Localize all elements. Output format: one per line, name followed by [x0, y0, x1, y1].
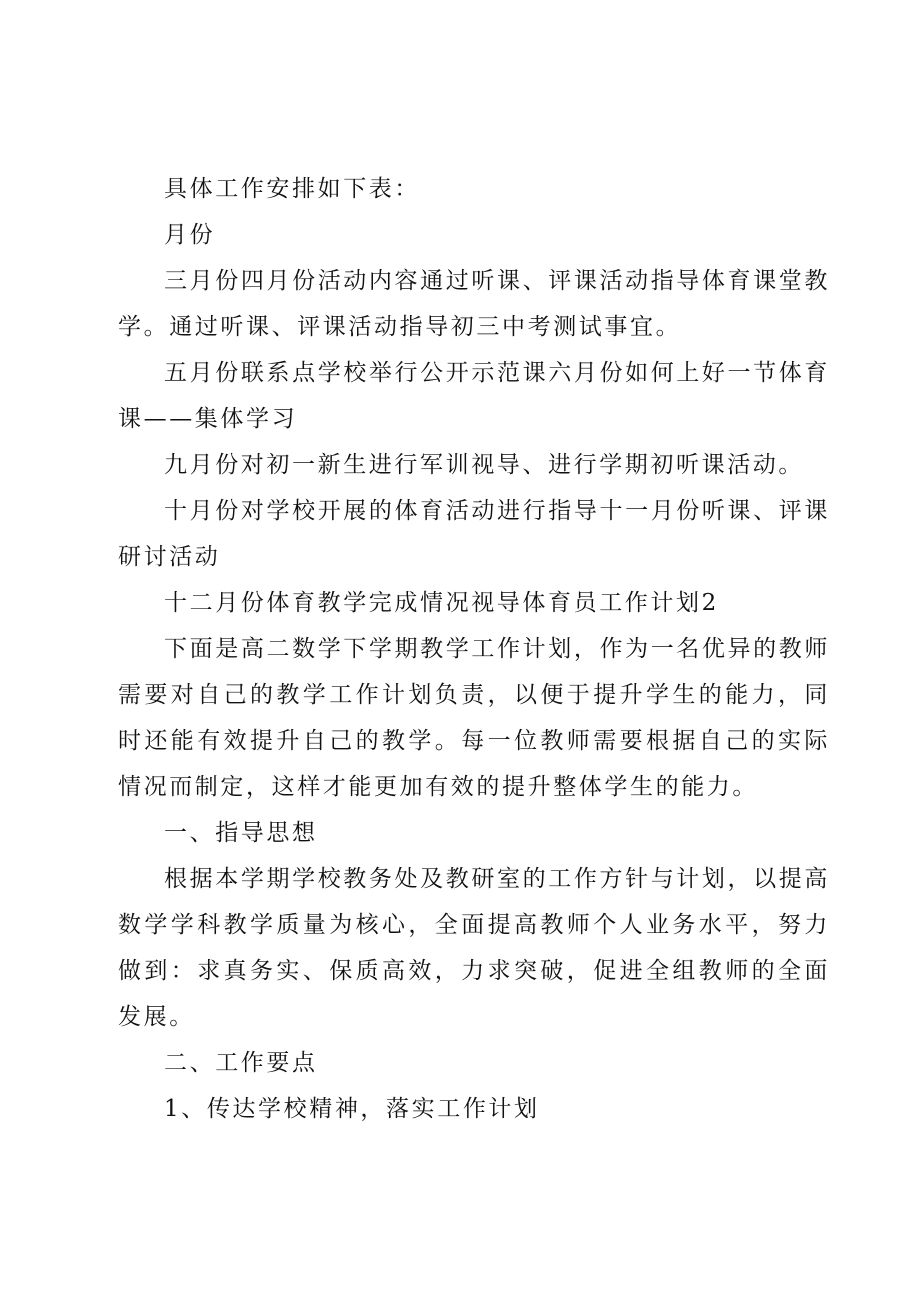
paragraph-december: 十二月份体育教学完成情况视导体育员工作计划2 — [164, 590, 719, 616]
paragraph-month-heading: 月份 — [164, 222, 216, 248]
paragraph-october-november: 十月份对学校开展的体育活动进行指导十一月份听课、评课研讨活动 — [118, 498, 830, 570]
heading-work-points: 二、工作要点 — [164, 1050, 318, 1076]
paragraph-march-april: 三月份四月份活动内容通过听课、评课活动指导体育课堂教学。通过听课、评课活动指导初三中考测试事宜。 — [118, 268, 830, 340]
paragraph-guiding-ideology: 根据本学期学校教务处及教研室的工作方针与计划，以提高数学学科教学质量为核心，全面提高教师个人业务水平，努力做到：求真务实、保质高效，力求突破，促进全组教师的全面发展。 — [118, 866, 830, 1030]
document-body — [118, 166, 830, 1132]
paragraph-work-arrangement-intro: 具体工作安排如下表： — [164, 176, 420, 202]
paragraph-point-1: 1、传达学校精神，落实工作计划 — [164, 1096, 540, 1122]
paragraph-may-june: 五月份联系点学校举行公开示范课六月份如何上好一节体育课——集体学习 — [118, 360, 830, 432]
paragraph-math-plan-intro: 下面是高二数学下学期教学工作计划，作为一名优异的教师需要对自己的教学工作计划负责，以便于提升学生的能力，同时还能有效提升自己的教学。每一位教师需要根据自己的实际情况而制定，这样才能更加有效的提升整体学生的能力。 — [118, 636, 830, 800]
heading-guiding-ideology: 一、指导思想 — [164, 820, 318, 846]
paragraph-september: 九月份对初一新生进行军训视导、进行学期初听课活动。 — [164, 452, 804, 478]
